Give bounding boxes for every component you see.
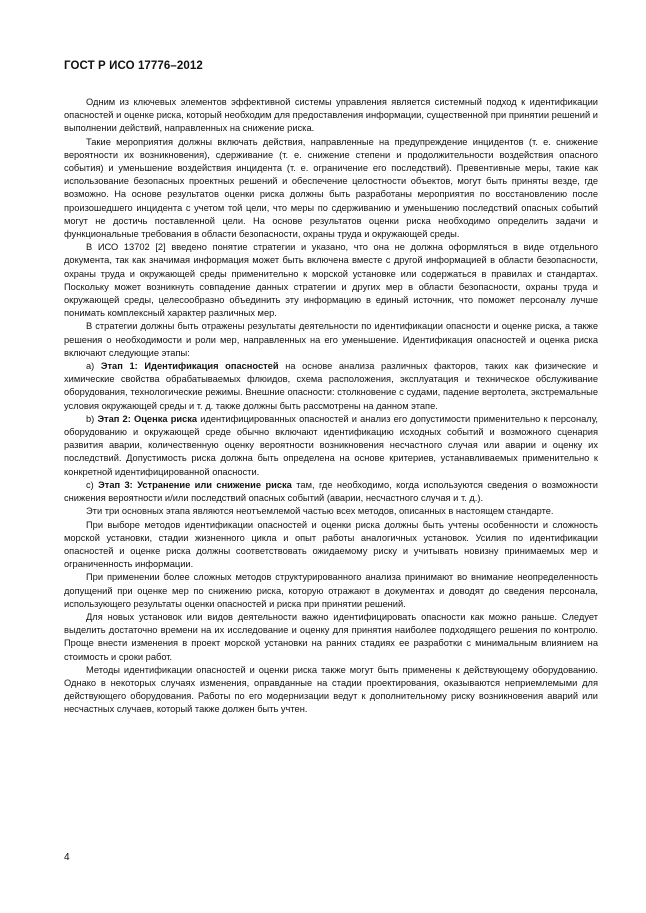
stage-text: там, где необходимо, когда используются сведения о возможности снижения вероятности и/или последствий опасных событий (аварии, несчастного случая и т. д.).: [64, 479, 598, 504]
document-header: ГОСТ Р ИСО 17776–2012: [64, 60, 203, 72]
list-item-prefix: с): [86, 479, 99, 490]
paragraph: Одним из ключевых элементов эффективной системы управления является системный подход к идентификации опасностей и оценке риска, который необходим для предоставления информации, существенной при принятии решений и выполнении действий, направленных на снижение риска.: [64, 97, 598, 134]
page-number: 4: [64, 852, 70, 863]
list-item-prefix: b): [86, 413, 98, 424]
stage-text: на основе анализа различных факторов, таких как физические и химические свойства обрабатываемых флюидов, схема расположения, эксплуатация и техническое обслуживание оборудования, технологические режимы. Внешние опасности: столкновение с судами, падение вертолета, экстремальные условия окружающей среды и т. д. также должны быть рассмотрены на данном этапе.: [64, 361, 598, 411]
list-item-prefix: а): [86, 361, 101, 372]
paragraph: Методы идентификации опасностей и оценки риска также могут быть применены к действующему оборудованию. Однако в некоторых случаях изменения, оправданные на стадии проектирования, оказываются неприемлемыми для действующего оборудования. Работы по его модернизации ведут к дополнительному риску возникновения аварий или несчастных случаев, который также должен быть учтен.: [64, 664, 598, 715]
stage-title: Этап 2: Оценка риска: [97, 413, 198, 424]
document-body: [64, 96, 598, 717]
paragraph: Такие мероприятия должны включать действия, направленные на предупреждение инцидентов (т. е. снижение вероятности их возникновения), сдерживание (т. е. снижение степени и продолжительности воздействия опасного события) и уменьшение воздействия инцидента (т. е. ограничение его последствий). Превентивные меры, такие как использование безопасных проектных решений и обеспечение целостности объектов, могут быть приняты везде, где возможно. На основе результатов оценки риска должны быть разработаны мероприятия по восстановлению после произошедшего инцидента с учетом той цели, что меры по сдерживанию и уменьшению последствий опасных событий могут не достичь поставленной цели. На основе результатов оценки риска необходимо определить задачи и функциональные требования в области безопасности, охраны труда и окружающей среды.: [64, 136, 598, 240]
stage-text: идентифицированных опасностей и анализ его допустимости применительно к персоналу, оборудованию и окружающей среде обычно включают идентификацию исходных событий и возможного сценария развития аварии, количественную оценку вероятности возникновения несчастного случая или аварии и оценку их последствий. Допустимость риска должна быть определена на основе критериев, устанавливаемых применительно к конкретной идентифицированной опасности.: [64, 413, 598, 477]
stage-title: Этап 3: Устранение или снижение риска: [98, 479, 292, 490]
paragraph: Для новых установок или видов деятельности важно идентифицировать опасности как можно раньше. Следует выделить достаточно времени на их исследование и оценку для принятия наиболее подходящего решения по контролю. Проще внести изменения в проект морской установки на ранних стадиях ее разработки с минимальным влиянием на стоимость и сроки работ.: [64, 611, 598, 662]
paragraph: В стратегии должны быть отражены результаты деятельности по идентификации опасности и оценке риска, а также решения о необходимости и роли мер, направленных на его уменьшение. Идентификация опасностей и оценка риска включают следующие этапы:: [64, 321, 598, 358]
stage-title: Этап 1: Идентификация опасностей: [100, 361, 279, 372]
list-item-stage-3: [64, 479, 598, 505]
paragraph: В ИСО 13702 [2] введено понятие стратегии и указано, что она не должна оформляться в виде отдельного документа, так как значимая информация может быть включена вместе с другой информацией в области безопасности, охраны труда и окружающей среды применительно к морской установке или содержаться в правилах и стандартах. Поскольку может возникнуть совпадение данных стратегии и других мер в области безопасности, охраны труда и окружающей среды, целесообразно объединить эту информацию в единый источник, что поможет персоналу лучше понимать комплексный характер различных мер.: [64, 242, 598, 319]
list-item-stage-2: [64, 413, 598, 479]
paragraph: При выборе методов идентификации опасностей и оценки риска должны быть учтены особенности и сложность морской установки, стадии жизненного цикла и опыт работы аналогичных установок. Усилия по идентификации опасностей и оценке риска должны соответствовать ожидаемому риску и учитывать новизну принимаемых мер и ограниченность информации.: [64, 519, 598, 570]
list-item-stage-1: [64, 360, 598, 413]
paragraph: Эти три основных этапа являются неотъемлемой частью всех методов, описанных в настоящем стандарте.: [86, 506, 554, 517]
paragraph: При применении более сложных методов структурированного анализа принимают во внимание неопределенность допущений при оценке мер по снижению риска, которую отражают в документах и доводят до сведения персонала, использующего результаты оценки опасностей и риска при принятии решений.: [64, 572, 598, 609]
